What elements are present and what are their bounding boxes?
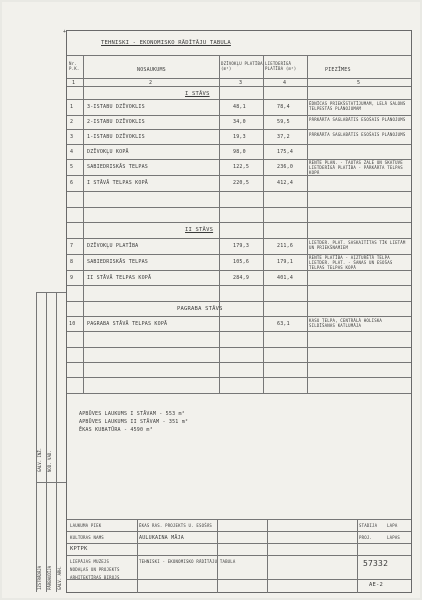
col-number-3: 3 [239,80,243,86]
row-name: SABIEDRISKĀS TELPAS [87,259,148,265]
row-number: 8 [70,259,74,265]
side-label: GALV. INŽ. [37,447,42,472]
col-header-area1: DZĪVOKĻU PLATĪBA (m²) [221,61,263,71]
row-note: PĀRKĀRTA SAGLABĀTIS ESOŠAIS PLĀNOJUMS [309,132,406,137]
stamp-project: ĒKAS RAS. PROJEKTS U. ESOŠĀS [139,523,213,528]
row-area2: 37,2 [277,134,290,140]
stamp-org-line: NODAĻAS UN PROJEKTS [70,567,120,572]
row-area2: 236,0 [277,164,294,170]
row-note: RENTE PLATĪBA - AIZTURĒTĀ TELPA LIETDER. PLAT. - ŠANAS UN ESOŠAS TELPAS TELPAS KOPĀ [309,255,393,270]
row-name: 3-ISTABU DZĪVOKLIS [87,104,145,110]
sheet-title: TEHNISKI - EKONOMISKO RĀDĪTĀJU TABULA [101,40,231,46]
row-note: LIETDER. PLAT. SASKAITĪTAS TĪK LIETĀM UN PRIEKŠNAMIEM [309,240,406,250]
row-area2: 412,4 [277,180,294,186]
stamp-sheet-value: LAPAS [387,535,401,540]
row-number: 1 [70,104,74,110]
col-number-1: 1 [72,80,76,86]
stamp-sheet-label: LAPA [387,523,398,528]
row-name: I STĀVĀ TELPAS KOPĀ [87,180,148,186]
row-area1: 220,5 [233,180,250,186]
stamp-stage-label: STADIJA [359,523,378,528]
stamp-sheet-title: TEHNISKI - EKONOMISKO RĀDĪTĀJU TABULA [139,559,236,564]
col-header-notes: PIEZĪMES [325,67,351,73]
row-area2: 211,6 [277,243,294,249]
row-note: RENTE PLAN. - TAUTAS ZALE UN SKATUVE LIETDERĪGĀ PLATĪBA - PĀRKĀRTA TELPAS KOPĀ [309,160,403,175]
row-number: 2 [70,119,74,125]
row-number: 4 [70,149,74,155]
row-area1: 179,3 [233,243,250,249]
row-area2: 175,4 [277,149,294,155]
col-number-4: 4 [283,80,287,86]
col-number-2: 2 [149,80,153,86]
stamp-org-line: KULTŪRAS NAMS [70,535,104,540]
stamp-stage-value: PROJ. [359,535,373,540]
row-area2: 179,1 [277,259,294,265]
col-header-area2: LIETDERĪGĀ PLATĪBA (m²) [265,61,297,71]
summary-line: ĒKAS KUBATŪRA - 4590 m³ [79,427,153,433]
col-header-number: Nr. P.K. [69,61,80,71]
row-note: PĀRKĀRTA SAGLABĀTIS ESOŠAIS PLĀNOJUMS [309,117,406,122]
summary-line: APBŪVES LAUKUMS I STĀVAM - 553 m² [79,411,185,417]
row-area1: 19,3 [233,134,246,140]
row-number: 9 [70,275,74,281]
row-area1: 98,0 [233,149,246,155]
stamp-org-line: LIEPĀJAS MUZEJS [70,559,110,564]
side-label: IZSTRĀDĀJA [37,565,42,590]
section-heading-3: PAGRABA STĀVS [177,306,223,312]
side-label: GALV. ARH. [57,565,62,590]
section-heading-1: I STĀVS [185,91,210,97]
row-area2: 59,5 [277,119,290,125]
stamp-project-number: 57332 [363,559,389,568]
summary-line: APBŪVES LAUKUMS II STĀVAM - 351 m² [79,419,189,425]
row-name: DZĪVOKĻU PLATĪBA [87,243,139,249]
side-label: PĀRBAUDĪJA [47,565,52,590]
drawing-sheet [2,2,420,598]
row-number: 7 [70,243,74,249]
row-area2: 401,4 [277,275,294,281]
stamp-sheet-code: AE-2 [369,582,384,588]
row-number: 10 [69,321,76,327]
stamp-org-line: KPTPK [70,546,88,552]
row-area2: 63,1 [277,321,290,327]
row-name: 1-ISTABU DZĪVOKLIS [87,134,145,140]
row-name: DZĪVOKĻU KOPĀ [87,149,129,155]
row-note: KASU TELPA, CENTRĀLĀ HOLISKA SILDĪŠANAS KATLUMĀJA [309,318,383,328]
section-heading-2: II STĀVS [185,227,214,233]
row-number: 3 [70,134,74,140]
row-name: SABIEDRISKĀS TELPAS [87,164,148,170]
row-area2: 78,4 [277,104,290,110]
row-area1: 122,5 [233,164,250,170]
table-frame [63,29,412,593]
row-name: PAGRABA STĀVĀ TELPAS KOPĀ [87,321,168,327]
row-note: ĒDNĪCAS PRIEKŠSTATĪJUMAM, LELĀ SALONS TELPESTĀS PLĀNOJUMAM [309,101,406,111]
row-name: 2-ISTABU DZĪVOKLIS [87,119,145,125]
stamp-building: AULUKAINA MĀJA [139,535,184,541]
row-area1: 34,0 [233,119,246,125]
row-number: 5 [70,164,74,170]
side-label: NOD. VAD. [47,450,52,472]
col-number-5: 5 [357,80,361,86]
corner-mark: + [63,29,67,35]
row-area1: 48,1 [233,104,246,110]
row-number: 6 [70,180,74,186]
stamp-org-line: ARHITEKTĪRAS BIROJS [70,575,120,580]
row-area1: 284,9 [233,275,250,281]
stamp-org-line: LAUKUMA PIEK [70,523,102,528]
row-area1: 105,6 [233,259,250,265]
col-header-name: NOSAUKUMS [137,67,166,73]
row-name: II STĀVĀ TELPAS KOPĀ [87,275,152,281]
